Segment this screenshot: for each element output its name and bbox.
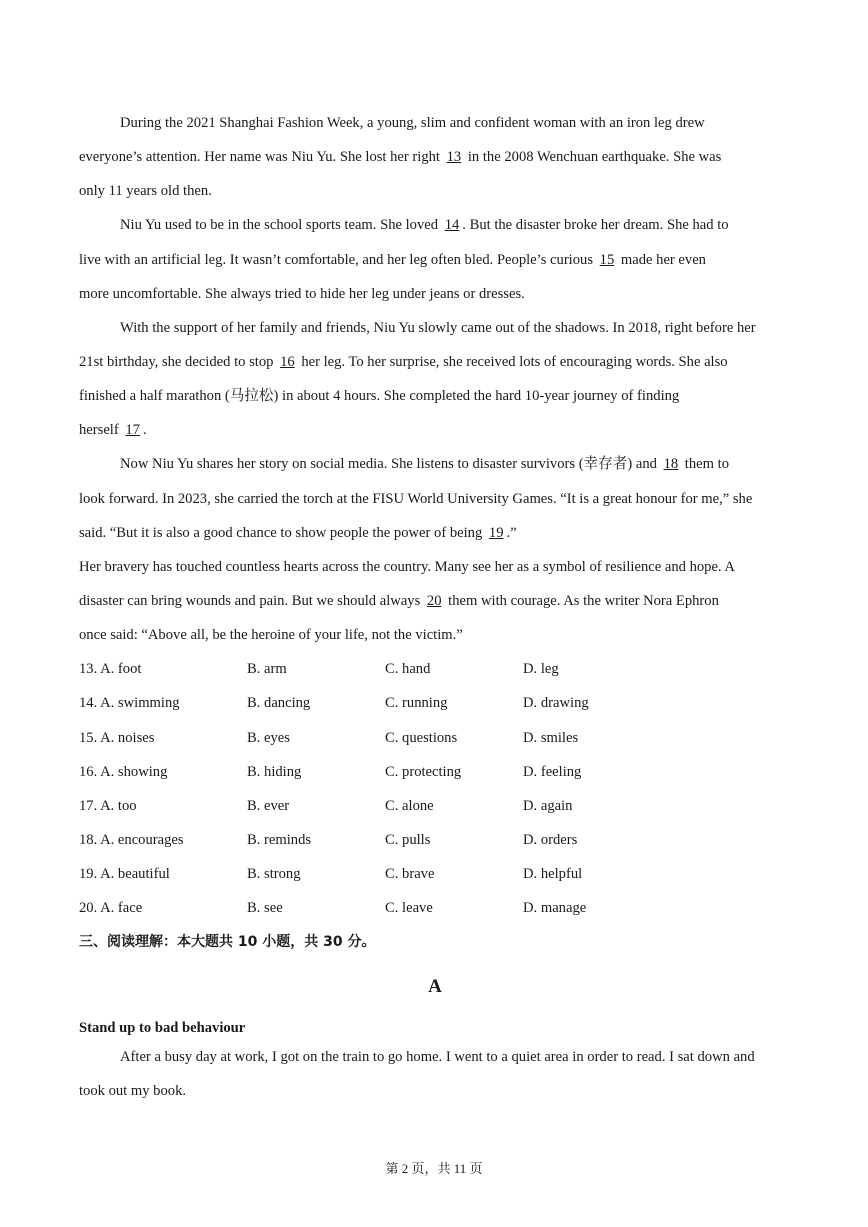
blank-15: 15 xyxy=(599,251,615,268)
reading-line xyxy=(79,1076,791,1110)
document-page xyxy=(79,108,791,1110)
text: . xyxy=(142,422,147,439)
text: With the support of her family and friends, Niu Yu slowly came out of the shadows. In 2018, right before her xyxy=(120,319,756,336)
text: them to xyxy=(681,456,729,473)
passage-line xyxy=(79,210,791,244)
option-d: D. helpful xyxy=(523,866,583,883)
option-row xyxy=(79,654,791,688)
option-c: C. brave xyxy=(385,866,435,883)
section-heading: 三、阅读理解：本大题共 10 小题，共 30 分。 xyxy=(79,934,376,951)
passage-line xyxy=(79,415,791,449)
option-d: D. drawing xyxy=(523,695,589,712)
option-d: D. manage xyxy=(523,900,587,917)
text: took out my book. xyxy=(79,1082,187,1099)
option-b: B. dancing xyxy=(247,695,311,712)
text: in the 2008 Wenchuan earthquake. She was xyxy=(464,149,722,166)
option-a: 19. A. beautiful xyxy=(79,866,170,883)
blank-17: 17 xyxy=(125,422,140,439)
text: only 11 years old then. xyxy=(79,183,212,200)
passage-line xyxy=(79,245,791,279)
option-c: C. leave xyxy=(385,900,433,917)
passage-line xyxy=(79,518,791,552)
option-row xyxy=(79,859,791,893)
text: look forward. In 2023, she carried the torch at the FISU World University Games. “It is a great honour for me,” she xyxy=(79,490,753,507)
passage-line xyxy=(79,142,791,176)
text: made her even xyxy=(617,251,706,268)
option-b: B. see xyxy=(247,900,283,917)
options-list xyxy=(79,654,791,927)
option-c: C. pulls xyxy=(385,831,431,848)
option-row xyxy=(79,723,791,757)
blank-16: 16 xyxy=(280,353,295,370)
option-c: C. questions xyxy=(385,729,458,746)
option-c: C. running xyxy=(385,695,448,712)
text: more uncomfortable. She always tried to hide her leg under jeans or dresses. xyxy=(79,285,525,302)
reading-title: Stand up to bad behaviour xyxy=(79,1019,246,1036)
option-b: B. strong xyxy=(247,866,301,883)
blank-14: 14 xyxy=(444,217,460,234)
passage-line xyxy=(79,313,791,347)
passage-line xyxy=(79,620,791,654)
option-d: D. orders xyxy=(523,831,578,848)
text: Her bravery has touched countless hearts across the country. Many see her as a symbol of resilience and hope. A xyxy=(79,558,735,575)
text: everyone’s attention. Her name was Niu Yu. She lost her right xyxy=(79,149,444,166)
passage-line xyxy=(79,552,791,586)
blank-13: 13 xyxy=(446,149,462,166)
passage-line xyxy=(79,347,791,381)
option-d: D. leg xyxy=(523,661,559,678)
option-b: B. ever xyxy=(247,797,290,814)
text: herself xyxy=(79,422,123,439)
text: Niu Yu used to be in the school sports team. She loved xyxy=(120,217,442,234)
option-d: D. feeling xyxy=(523,763,582,780)
option-b: B. eyes xyxy=(247,729,290,746)
option-row xyxy=(79,688,791,722)
part-letter: A xyxy=(428,975,442,997)
passage-line xyxy=(79,484,791,518)
text: Now Niu Yu shares her story on social media. She listens to disaster survivors (幸存者) and xyxy=(120,456,661,473)
text: During the 2021 Shanghai Fashion Week, a young, slim and confident woman with an iron leg drew xyxy=(120,115,705,131)
option-row xyxy=(79,893,791,927)
option-b: B. hiding xyxy=(247,763,302,780)
passage-line xyxy=(79,108,791,142)
text: said. “But it is also a good chance to show people the power of being xyxy=(79,524,486,541)
option-a: 20. A. face xyxy=(79,900,143,917)
text: live with an artificial leg. It wasn’t comfortable, and her leg often bled. People’s curious xyxy=(79,251,597,268)
option-a: 15. A. noises xyxy=(79,729,155,746)
passage-line xyxy=(79,176,791,210)
text: her leg. To her surprise, she received lots of encouraging words. She also xyxy=(297,353,728,370)
option-c: C. alone xyxy=(385,797,434,814)
option-c: C. protecting xyxy=(385,763,462,780)
blank-19: 19 xyxy=(488,524,504,541)
text: 21st birthday, she decided to stop xyxy=(79,353,278,370)
option-row xyxy=(79,825,791,859)
option-row xyxy=(79,791,791,825)
option-row xyxy=(79,757,791,791)
option-a: 14. A. swimming xyxy=(79,695,180,712)
option-a: 18. A. encourages xyxy=(79,831,184,848)
option-a: 17. A. too xyxy=(79,797,137,814)
passage-line xyxy=(79,449,791,483)
passage-line xyxy=(79,381,791,415)
option-b: B. reminds xyxy=(247,831,312,848)
reading-line xyxy=(79,1042,791,1076)
text: finished a half marathon (马拉松) in about 4 hours. She completed the hard 10-year journey of finding xyxy=(79,388,680,405)
option-b: B. arm xyxy=(247,661,287,678)
text: After a busy day at work, I got on the train to go home. I went to a quiet area in order to read. I sat down and xyxy=(120,1048,755,1065)
text: disaster can bring wounds and pain. But we should always xyxy=(79,592,424,609)
text: . But the disaster broke her dream. She had to xyxy=(462,217,729,234)
page-footer: 第 2 页，共 11 页 xyxy=(385,1161,483,1176)
option-d: D. again xyxy=(523,797,573,814)
blank-18: 18 xyxy=(663,456,679,473)
passage-line xyxy=(79,279,791,313)
text: them with courage. As the writer Nora Ephron xyxy=(444,592,719,609)
blank-20: 20 xyxy=(426,592,442,609)
option-a: 13. A. foot xyxy=(79,661,142,678)
text: .” xyxy=(506,524,517,541)
passage-line xyxy=(79,586,791,620)
option-c: C. hand xyxy=(385,661,431,678)
option-a: 16. A. showing xyxy=(79,763,168,780)
text: once said: “Above all, be the heroine of your life, not the victim.” xyxy=(79,627,463,644)
option-d: D. smiles xyxy=(523,729,579,746)
